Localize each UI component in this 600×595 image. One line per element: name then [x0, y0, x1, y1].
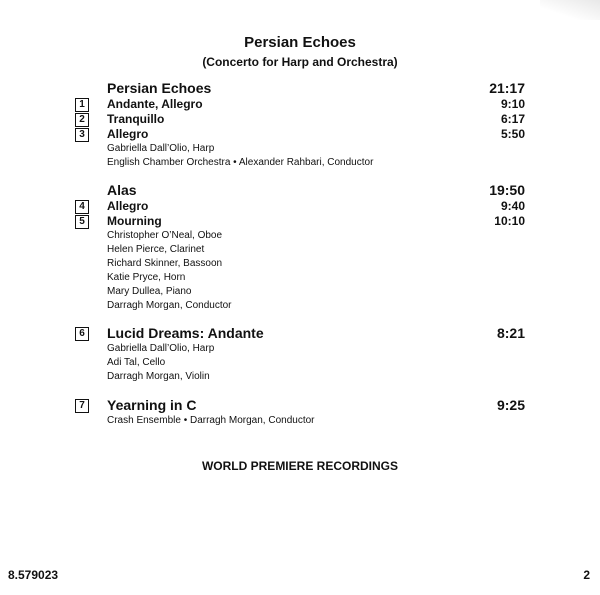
track-row — [75, 214, 525, 229]
page-subtitle: (Concerto for Harp and Orchestra) — [202, 55, 398, 69]
track-duration: 5:50 — [500, 127, 525, 141]
work-duration: 21:17 — [489, 80, 525, 96]
page-title: Persian Echoes — [244, 34, 356, 51]
work-title: Yearning in C — [107, 397, 197, 413]
performer-credit: Gabriella Dall’Olio, Harp — [107, 343, 215, 354]
work-lucid-dreams — [75, 324, 525, 384]
track-title: Tranquillo — [107, 112, 165, 126]
page-number: 2 — [583, 568, 590, 582]
track-number-box: 4 — [75, 200, 89, 214]
track-number-box: 6 — [75, 327, 89, 341]
page-corner-shadow — [540, 0, 600, 20]
work-persian-echoes — [75, 79, 525, 170]
work-yearning-in-c — [75, 396, 525, 428]
track-title: Allegro — [107, 127, 149, 141]
performer-credit: Darragh Morgan, Violin — [107, 371, 210, 382]
track-row — [75, 97, 525, 112]
performer-credit: Richard Skinner, Bassoon — [107, 258, 223, 269]
track-duration: 9:10 — [500, 97, 525, 111]
work-duration: 8:21 — [496, 325, 525, 341]
track-duration: 9:40 — [500, 199, 525, 213]
track-title: Mourning — [107, 214, 162, 228]
track-row — [75, 127, 525, 142]
track-number-box: 3 — [75, 128, 89, 142]
performer-credit: English Chamber Orchestra • Alexander Rahbari, Conductor — [107, 157, 374, 168]
track-duration: 10:10 — [494, 214, 525, 228]
work-duration: 9:25 — [496, 397, 525, 413]
track-number-box: 1 — [75, 98, 89, 112]
performer-credit: Mary Dullea, Piano — [107, 286, 192, 297]
track-title: Allegro — [107, 199, 149, 213]
performer-credit: Gabriella Dall’Olio, Harp — [107, 143, 215, 154]
track-number-box: 5 — [75, 215, 89, 229]
performer-credit: Helen Pierce, Clarinet — [107, 244, 205, 255]
performer-credit: Darragh Morgan, Conductor — [107, 300, 232, 311]
performer-credit: Katie Pryce, Horn — [107, 272, 186, 283]
track-row — [75, 199, 525, 214]
track-number-box: 2 — [75, 113, 89, 127]
work-title: Alas — [107, 182, 137, 198]
performer-credit: Christopher O’Neal, Oboe — [107, 230, 223, 241]
booklet-header — [0, 34, 600, 70]
performer-credit: Adi Tal, Cello — [107, 357, 166, 368]
premiere-notice: WORLD PREMIERE RECORDINGS — [201, 459, 398, 473]
work-duration: 19:50 — [489, 182, 525, 198]
catalog-number: 8.579023 — [8, 568, 59, 582]
work-alas — [75, 181, 525, 313]
track-duration: 6:17 — [500, 112, 525, 126]
performer-credit: Crash Ensemble • Darragh Morgan, Conductor — [107, 415, 315, 426]
track-row — [75, 112, 525, 127]
work-title: Lucid Dreams: Andante — [107, 325, 264, 341]
work-title: Persian Echoes — [107, 80, 212, 96]
track-title: Andante, Allegro — [107, 97, 203, 111]
track-number-box: 7 — [75, 399, 89, 413]
